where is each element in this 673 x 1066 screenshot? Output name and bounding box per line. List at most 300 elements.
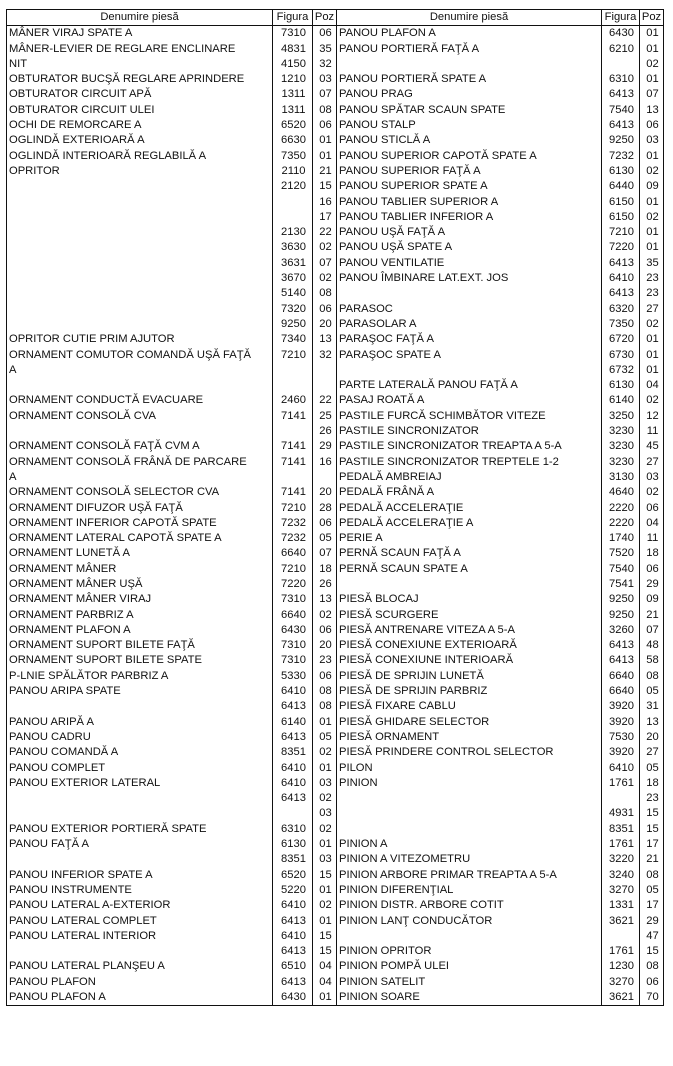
poz-left: 02 (313, 822, 337, 837)
figure-right: 7210 (602, 225, 640, 240)
table-row (7, 546, 664, 561)
poz-left: 02 (313, 608, 337, 623)
figure-left: 4831 (273, 42, 313, 57)
part-name-left (7, 271, 273, 286)
poz-right: 01 (640, 195, 664, 210)
poz-right: 31 (640, 699, 664, 714)
table-row (7, 393, 664, 408)
table-row (7, 149, 664, 164)
part-name-right: PINION LANŢ CONDUCĂTOR (337, 914, 602, 929)
poz-left: 32 (313, 348, 337, 363)
poz-right: 06 (640, 975, 664, 990)
part-name-right: PANOU SPĂTAR SCAUN SPATE (337, 103, 602, 118)
poz-right: 02 (640, 485, 664, 500)
part-name-right: PARAŞOC SPATE A (337, 348, 602, 363)
part-name-left: PANOU EXTERIOR LATERAL (9, 776, 161, 789)
figure-right: 6130 (602, 164, 640, 179)
part-name-left: ORNAMENT LATERAL CAPOTĂ SPATE A (9, 532, 222, 545)
part-name-right: PIESĂ SCURGERE (337, 608, 602, 623)
table-row (7, 42, 664, 57)
poz-left: 08 (313, 103, 337, 118)
header-name-left: Denumire piesă (7, 10, 273, 26)
figure-left: 7320 (273, 302, 313, 317)
figure-left: 6310 (273, 822, 313, 837)
part-name-left: PANOU CADRU (9, 730, 91, 743)
part-name-left: PANOU PLAFON A (9, 991, 106, 1003)
part-name-right: PEDALĂ ACCELERAŢIE (337, 501, 602, 516)
figure-left: 6130 (273, 837, 313, 852)
figure-left: 6410 (273, 776, 313, 791)
part-name-right: PARAŞOC FAŢĂ A (337, 332, 602, 347)
poz-right: 08 (640, 669, 664, 684)
figure-left (273, 195, 313, 210)
figure-right: 6150 (602, 195, 640, 210)
poz-right: 23 (640, 271, 664, 286)
figure-left: 6410 (273, 898, 313, 913)
poz-right: 06 (640, 501, 664, 516)
figure-right: 6320 (602, 302, 640, 317)
poz-left: 35 (313, 42, 337, 57)
part-name-left: PANOU LATERAL COMPLET (9, 914, 157, 927)
poz-right: 35 (640, 256, 664, 271)
figure-left: 6520 (273, 118, 313, 133)
part-name-left: PANOU COMPLET (9, 761, 106, 774)
table-row (7, 271, 664, 286)
figure-left: 7210 (273, 501, 313, 516)
part-name-left (7, 317, 273, 332)
figure-left: 5140 (273, 286, 313, 301)
figure-right: 7232 (602, 149, 640, 164)
part-name-left (7, 378, 273, 393)
poz-left: 22 (313, 225, 337, 240)
poz-right: 06 (640, 118, 664, 133)
figure-right: 6310 (602, 72, 640, 87)
figure-right: 6732 (602, 363, 640, 378)
part-name-right: PINION POMPĂ ULEI (337, 959, 602, 974)
poz-right: 01 (640, 149, 664, 164)
table-row (7, 608, 664, 623)
poz-left: 02 (313, 898, 337, 913)
poz-left: 06 (313, 516, 337, 531)
figure-left (273, 378, 313, 393)
part-name-left: ORNAMENT CONSOLĂ FRÂNĂ DE PARCARE (9, 455, 247, 468)
figure-left: 4150 (273, 57, 313, 72)
poz-left: 29 (313, 439, 337, 454)
figure-left: 7220 (273, 577, 313, 592)
figure-right: 6413 (602, 653, 640, 668)
part-name-left: PANOU EXTERIOR PORTIERĂ SPATE (9, 822, 207, 835)
table-row (7, 959, 664, 974)
figure-left: 7141 (273, 485, 313, 500)
figure-right: 6640 (602, 684, 640, 699)
poz-left: 32 (313, 57, 337, 72)
part-name-right: PANOU PRAG (337, 87, 602, 102)
part-name-right: PANOU UŞĂ SPATE A (337, 240, 602, 255)
poz-left: 07 (313, 256, 337, 271)
figure-left: 6520 (273, 868, 313, 883)
poz-right: 23 (640, 286, 664, 301)
poz-right: 09 (640, 179, 664, 194)
figure-right: 3270 (602, 975, 640, 990)
figure-left (273, 424, 313, 439)
part-name-right: PANOU PORTIERĂ FAŢĂ A (337, 42, 602, 57)
poz-right: 02 (640, 164, 664, 179)
part-name-left: OGLINDĂ INTERIOARĂ REGLABILĂ A (9, 149, 207, 162)
poz-right: 27 (640, 745, 664, 760)
part-name-left (7, 852, 273, 867)
poz-left: 05 (313, 730, 337, 745)
table-row (7, 975, 664, 990)
table-row (7, 730, 664, 745)
figure-left: 7210 (273, 348, 313, 363)
figure-right (602, 57, 640, 72)
part-name-left: PANOU ARIPA SPATE (9, 685, 121, 698)
part-name-right: PANOU TABLIER SUPERIOR A (337, 195, 602, 210)
figure-right (602, 929, 640, 944)
table-row (7, 699, 664, 714)
poz-left: 05 (313, 531, 337, 546)
figure-right: 1761 (602, 944, 640, 959)
figure-right: 7540 (602, 103, 640, 118)
poz-left: 25 (313, 409, 337, 424)
poz-right: 05 (640, 684, 664, 699)
figure-left: 1210 (273, 72, 313, 87)
part-name-right (337, 822, 602, 837)
part-name-left: PANOU PLAFON (9, 975, 96, 988)
figure-right: 6413 (602, 118, 640, 133)
poz-left (313, 363, 337, 378)
table-row (7, 791, 664, 806)
part-name-right: PANOU STICLĂ A (337, 133, 602, 148)
table-row (7, 286, 664, 301)
figure-right: 3230 (602, 424, 640, 439)
part-name-left: ORNAMENT PARBRIZ A (9, 608, 134, 621)
poz-left: 16 (313, 195, 337, 210)
figure-left (273, 806, 313, 821)
part-name-right: PASTILE SINCRONIZATOR TREAPTA A 5-A (337, 439, 602, 454)
poz-right: 05 (640, 883, 664, 898)
poz-left: 01 (313, 883, 337, 898)
poz-left: 06 (313, 26, 337, 42)
part-name-left (7, 286, 273, 301)
part-name-left: PANOU LATERAL A-EXTERIOR (9, 899, 171, 912)
figure-left: 5220 (273, 883, 313, 898)
poz-right: 27 (640, 455, 664, 470)
table-row (7, 164, 664, 179)
table-row (7, 822, 664, 837)
part-name-right (337, 286, 602, 301)
part-name-left: PANOU LATERAL PLANŞEU A (9, 960, 165, 973)
table-row (7, 455, 664, 470)
part-name-left: ORNAMENT COMUTOR COMANDĂ UŞĂ FAŢĂ (9, 348, 251, 361)
figure-left: 7340 (273, 332, 313, 347)
part-name-right: PINION A (337, 837, 602, 852)
figure-right: 7530 (602, 730, 640, 745)
figure-right: 6430 (602, 26, 640, 42)
parts-index-page (6, 9, 664, 1006)
part-name-right (337, 577, 602, 592)
part-name-left (7, 944, 273, 959)
figure-left: 3631 (273, 256, 313, 271)
figure-right: 6413 (602, 638, 640, 653)
figure-left: 9250 (273, 317, 313, 332)
figure-left: 7310 (273, 592, 313, 607)
poz-right: 01 (640, 348, 664, 363)
figure-left: 6413 (273, 944, 313, 959)
poz-left: 17 (313, 210, 337, 225)
figure-right: 3130 (602, 470, 640, 485)
table-row (7, 439, 664, 454)
part-name-right: PINION OPRITOR (337, 944, 602, 959)
poz-right: 23 (640, 791, 664, 806)
figure-right: 3240 (602, 868, 640, 883)
poz-left: 08 (313, 684, 337, 699)
poz-left (313, 378, 337, 393)
poz-left: 15 (313, 868, 337, 883)
part-name-left: ORNAMENT SUPORT BILETE FAŢĂ (9, 639, 195, 652)
poz-left: 06 (313, 118, 337, 133)
figure-right: 6730 (602, 348, 640, 363)
part-name-left (7, 179, 273, 194)
part-name-left (7, 791, 273, 806)
poz-right: 18 (640, 776, 664, 791)
figure-left: 8351 (273, 745, 313, 760)
poz-right: 07 (640, 623, 664, 638)
figure-right: 6140 (602, 393, 640, 408)
part-name-right: PINION SOARE (337, 990, 602, 1006)
poz-left: 21 (313, 164, 337, 179)
poz-left: 22 (313, 393, 337, 408)
figure-left: 7141 (273, 439, 313, 454)
poz-right: 02 (640, 317, 664, 332)
poz-left: 26 (313, 424, 337, 439)
part-name-right: PEDALĂ ACCELERAŢIE A (337, 516, 602, 531)
poz-left: 20 (313, 317, 337, 332)
poz-right: 01 (640, 225, 664, 240)
figure-left: 1311 (273, 87, 313, 102)
poz-right: 12 (640, 409, 664, 424)
table-row (7, 57, 664, 72)
part-name-right: PANOU PLAFON A (337, 26, 602, 42)
poz-left: 13 (313, 592, 337, 607)
poz-left (313, 470, 337, 485)
figure-right: 7541 (602, 577, 640, 592)
poz-left: 04 (313, 975, 337, 990)
header-poz-left: Poz (313, 10, 337, 26)
figure-right: 2220 (602, 501, 640, 516)
figure-right: 3920 (602, 699, 640, 714)
part-name-left: ORNAMENT INFERIOR CAPOTĂ SPATE (9, 516, 217, 529)
part-name-right: PIESĂ ANTRENARE VITEZA A 5-A (337, 623, 602, 638)
part-name-left: ORNAMENT MÂNER (9, 562, 117, 575)
part-name-left: ORNAMENT CONSOLĂ FAŢĂ CVM A (9, 440, 200, 453)
figure-left (273, 210, 313, 225)
figure-left: 6413 (273, 791, 313, 806)
poz-right: 02 (640, 210, 664, 225)
figure-left: 6413 (273, 975, 313, 990)
poz-left: 07 (313, 546, 337, 561)
poz-right: 17 (640, 898, 664, 913)
table-row (7, 638, 664, 653)
poz-right: 08 (640, 959, 664, 974)
figure-right: 2220 (602, 516, 640, 531)
poz-right: 03 (640, 133, 664, 148)
figure-right: 3250 (602, 409, 640, 424)
figure-right: 1761 (602, 837, 640, 852)
table-row (7, 87, 664, 102)
figure-left: 7141 (273, 409, 313, 424)
part-name-left (7, 699, 273, 714)
part-name-right: PANOU ÎMBINARE LAT.EXT. JOS (337, 271, 602, 286)
part-name-left (7, 256, 273, 271)
table-row (7, 195, 664, 210)
header-poz-right: Poz (640, 10, 664, 26)
part-name-right: PIESĂ GHIDARE SELECTOR (337, 715, 602, 730)
poz-right: 04 (640, 378, 664, 393)
figure-left: 1311 (273, 103, 313, 118)
part-name-left (7, 240, 273, 255)
part-name-right: PASTILE FURCĂ SCHIMBĂTOR VITEZE (337, 409, 602, 424)
poz-right: 02 (640, 393, 664, 408)
figure-left: 8351 (273, 852, 313, 867)
poz-left: 02 (313, 271, 337, 286)
figure-left: 6640 (273, 608, 313, 623)
figure-left: 2130 (273, 225, 313, 240)
part-name-left: ORNAMENT PLAFON A (9, 623, 131, 636)
parts-table-body (7, 26, 664, 1006)
part-name-right: PIESĂ CONEXIUNE EXTERIOARĂ (337, 638, 602, 653)
table-row (7, 348, 664, 363)
poz-right: 20 (640, 730, 664, 745)
figure-right: 6440 (602, 179, 640, 194)
part-name-right: PARASOLAR A (337, 317, 602, 332)
poz-right: 13 (640, 103, 664, 118)
part-name-left: OGLINDĂ EXTERIOARĂ A (9, 134, 145, 147)
poz-left: 02 (313, 791, 337, 806)
part-name-left: ORNAMENT CONSOLĂ CVA (9, 409, 156, 422)
table-row (7, 776, 664, 791)
part-name-right: PANOU SUPERIOR SPATE A (337, 179, 602, 194)
part-name-left (7, 302, 273, 317)
figure-right: 4640 (602, 485, 640, 500)
part-name-left: MÂNER VIRAJ SPATE A (9, 27, 133, 40)
poz-right: 18 (640, 546, 664, 561)
figure-right: 3230 (602, 455, 640, 470)
figure-left: 7141 (273, 455, 313, 470)
poz-left: 06 (313, 669, 337, 684)
poz-left: 15 (313, 929, 337, 944)
table-row (7, 409, 664, 424)
table-row (7, 745, 664, 760)
poz-right: 01 (640, 72, 664, 87)
table-row (7, 715, 664, 730)
figure-right: 3621 (602, 990, 640, 1006)
figure-left: 6430 (273, 623, 313, 638)
poz-left: 20 (313, 485, 337, 500)
figure-left: 6410 (273, 929, 313, 944)
part-name-left: A (9, 470, 17, 483)
table-row (7, 516, 664, 531)
figure-left: 6430 (273, 990, 313, 1006)
table-row (7, 424, 664, 439)
poz-left: 15 (313, 179, 337, 194)
part-name-right: PIESĂ FIXARE CABLU (337, 699, 602, 714)
table-row (7, 210, 664, 225)
poz-left: 15 (313, 944, 337, 959)
part-name-left: MÂNER-LEVIER DE REGLARE ENCLINARE (9, 42, 236, 55)
figure-right: 3920 (602, 715, 640, 730)
part-name-left: PANOU INFERIOR SPATE A (9, 868, 153, 881)
figure-left: 7310 (273, 26, 313, 42)
part-name-right: PANOU VENTILATIE (337, 256, 602, 271)
figure-right: 1331 (602, 898, 640, 913)
figure-left: 7210 (273, 562, 313, 577)
poz-right: 48 (640, 638, 664, 653)
figure-left: 6413 (273, 914, 313, 929)
figure-right: 6720 (602, 332, 640, 347)
header-figure-left: Figura (273, 10, 313, 26)
figure-left: 3630 (273, 240, 313, 255)
poz-right: 01 (640, 42, 664, 57)
figure-right: 9250 (602, 133, 640, 148)
part-name-left (7, 225, 273, 240)
figure-right: 6413 (602, 256, 640, 271)
part-name-left (7, 806, 273, 821)
figure-right: 7350 (602, 317, 640, 332)
figure-right: 3621 (602, 914, 640, 929)
figure-right: 3230 (602, 439, 640, 454)
poz-left: 01 (313, 761, 337, 776)
part-name-left (7, 424, 273, 439)
part-name-left: OBTURATOR CIRCUIT ULEI (9, 103, 155, 116)
poz-left: 03 (313, 72, 337, 87)
part-name-right: PASTILE SINCRONIZATOR (337, 424, 602, 439)
poz-right: 01 (640, 26, 664, 42)
part-name-right: PASTILE SINCRONIZATOR TREPTELE 1-2 (337, 455, 602, 470)
table-row (7, 761, 664, 776)
figure-right: 3260 (602, 623, 640, 638)
table-row (7, 623, 664, 638)
part-name-right (337, 363, 602, 378)
part-name-right: PERIE A (337, 531, 602, 546)
part-name-left: P-LNIE SPĂLĂTOR PARBRIZ A (9, 669, 169, 682)
header-name-right: Denumire piesă (337, 10, 602, 26)
poz-right: 01 (640, 240, 664, 255)
part-name-left: A (9, 363, 17, 376)
table-row (7, 118, 664, 133)
figure-left: 5330 (273, 669, 313, 684)
table-row (7, 317, 664, 332)
table-row (7, 470, 664, 485)
figure-left: 6410 (273, 761, 313, 776)
poz-left: 01 (313, 133, 337, 148)
figure-left: 6630 (273, 133, 313, 148)
figure-left: 6413 (273, 730, 313, 745)
figure-right: 6640 (602, 669, 640, 684)
figure-left: 7350 (273, 149, 313, 164)
part-name-right (337, 806, 602, 821)
table-row (7, 562, 664, 577)
poz-left: 13 (313, 332, 337, 347)
poz-right: 03 (640, 470, 664, 485)
part-name-right: PINION DISTR. ARBORE COTIT (337, 898, 602, 913)
figure-right: 7220 (602, 240, 640, 255)
part-name-right (337, 929, 602, 944)
table-row (7, 914, 664, 929)
figure-right: 1740 (602, 531, 640, 546)
part-name-left: ORNAMENT LUNETĂ A (9, 547, 131, 560)
poz-left: 03 (313, 852, 337, 867)
